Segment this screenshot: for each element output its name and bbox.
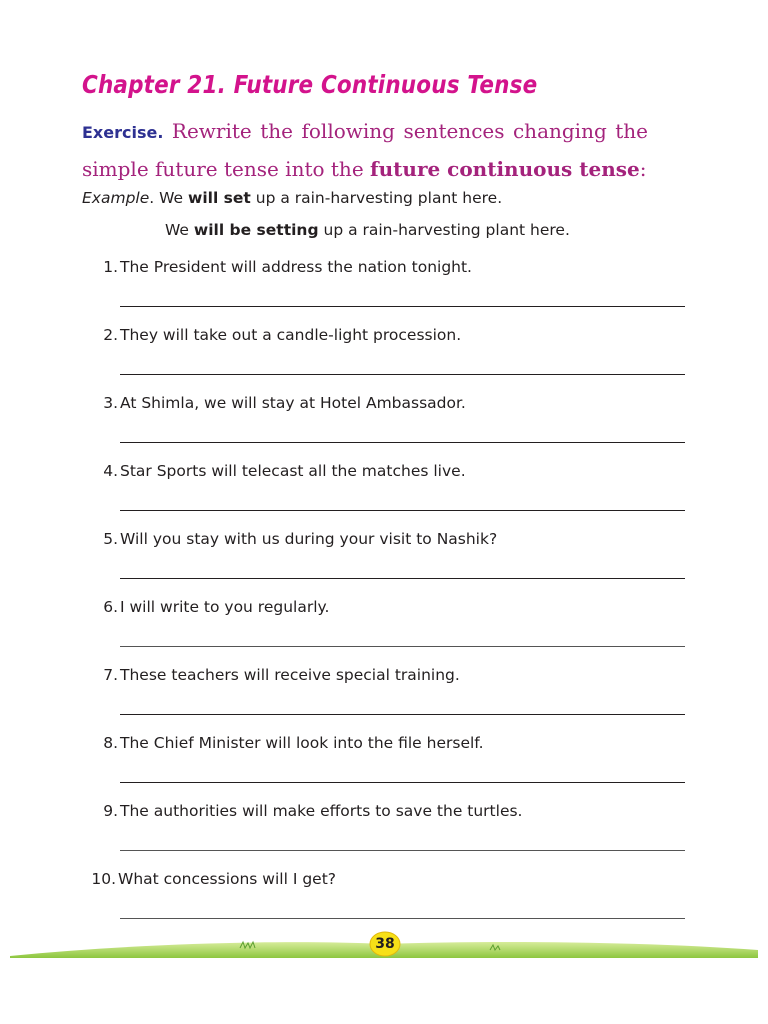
exercise-instruction [82,113,648,187]
exercise-text-before: Rewrite the following sentences changing the simple future tense into the [82,119,648,181]
exercise-text-after: : [639,157,647,181]
exercise-emphasis: future continuous tense [370,157,640,181]
page-number: 38 [375,936,395,952]
item-number: 7. [103,666,118,684]
exercise-item [80,734,690,752]
item-sentence: They will take out a candle-light procession. [120,326,462,344]
item-sentence: The authorities will make efforts to save the turtles. [120,802,523,820]
item-number: 6. [103,598,118,616]
example-bold-2: will be setting [193,221,319,239]
example-rest-1: up a rain-harvesting plant here. [250,189,503,207]
item-number: 9. [103,802,118,820]
exercise-item [80,258,690,276]
exercise-item [80,462,690,480]
answer-line[interactable] [120,442,685,443]
item-number: 5. [103,530,118,548]
item-sentence: These teachers will receive special training. [120,666,460,684]
example-label: Example [82,189,150,207]
example-sep: . We [149,189,188,207]
chapter-title: Chapter 21. Future Continuous Tense [82,70,538,99]
exercise-item [80,394,690,412]
answer-line[interactable] [120,578,685,579]
exercise-item [80,326,690,344]
exercise-item [80,530,690,548]
answer-line[interactable] [120,510,685,511]
item-number: 4. [103,462,118,480]
example-line-1 [82,189,502,207]
item-number: 3. [103,394,118,412]
exercise-item [80,598,690,616]
example-pre-2: We [165,221,194,239]
exercise-item [78,870,688,888]
item-number: 10. [91,870,116,888]
item-number: 2. [103,326,118,344]
answer-line[interactable] [120,374,685,375]
item-sentence: Will you stay with us during your visit to Nashik? [120,530,498,548]
item-sentence: The President will address the nation tonight. [120,258,472,276]
exercise-label: Exercise. [82,123,164,142]
item-number: 1. [103,258,118,276]
example-rest-2: up a rain-harvesting plant here. [318,221,570,239]
item-number: 8. [103,734,118,752]
item-sentence: What concessions will I get? [118,870,337,888]
answer-line[interactable] [120,918,685,919]
exercise-item [80,802,690,820]
item-sentence: I will write to you regularly. [120,598,330,616]
answer-line[interactable] [120,714,685,715]
item-sentence: The Chief Minister will look into the file herself. [120,734,484,752]
example-line-2 [165,221,570,239]
example-bold-1: will set [188,189,251,207]
exercise-item [80,666,690,684]
answer-line[interactable] [120,306,685,307]
answer-line[interactable] [120,850,685,851]
item-sentence: Star Sports will telecast all the matches live. [120,462,466,480]
answer-line[interactable] [120,782,685,783]
answer-line[interactable] [120,646,685,647]
item-sentence: At Shimla, we will stay at Hotel Ambassador. [120,394,466,412]
